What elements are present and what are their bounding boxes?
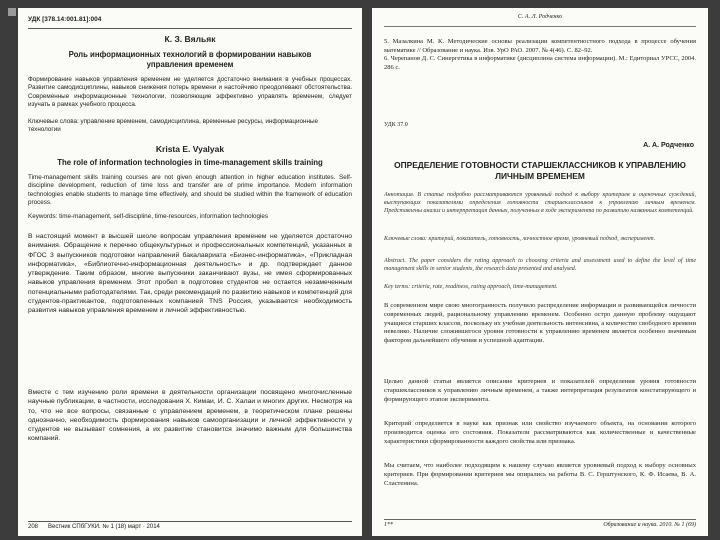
journal-citation: Образование и наука. 2010. № 1 (69) bbox=[603, 522, 696, 528]
keywords-ru: Ключевые слова: управление временем, самодисциплина, временные ресурсы, информационные технологии bbox=[28, 118, 319, 134]
body-paragraph-1: В настоящий момент в высшей школе вопросам управления временем не уделяется достаточно внимания. Обращение к перечню общекультурных и профессиональных компетенций, указанных в ФГОС 3 выпускников подготовки направлений бакалавриата «Бизнес-информатика», «Прикладная информатика», «Библиотечно-информационная деятельность» и др. подтверждает данное утверждение. Таким образом, многие выпускники заканчивают вузы, не имея сформированных навыков управления временем. Этот пробел в подготовке студентов не остается незамеченным потенциальными работодателями. Так, среди рекомендаций по развитию навыков и компетенций для студентов-практикантов, подготовленных компанией TNS Россия, указывается необходимость развития навыков управления временем и личной эффективностью. bbox=[28, 233, 352, 315]
footer-mark: 1** bbox=[384, 522, 393, 528]
page-footer bbox=[28, 521, 352, 530]
abstract-en: Time-management skills training courses are not given enough attention in higher education institutes. Self-discipline development, reduction of time loss and transfer are of prime importance. Modern information technologies enable students to manage time effectively, and should be studied within the framework of education process. bbox=[28, 174, 352, 207]
annotation-ru: Аннотация. В статье подробно рассматриваются уровневый подход к выбору критериев и оценочных суждений, выступающих показателями определения готовности старшеклассников к управлению личным временем. Представлены анализ и интерпретация данных, полученных в ходе эксперимента по развитию названных компетенций. bbox=[384, 192, 696, 214]
journal-page-right bbox=[372, 8, 708, 536]
annotation-en: Abstract. The paper considers the rating approach to choosing criteria and assessment used to define the level of time management skills in senior students, the research data presented and analysed. bbox=[384, 258, 696, 272]
author-name: А. А. Родченко bbox=[643, 142, 694, 149]
slide-bullet bbox=[8, 8, 16, 16]
abstract-ru: Формирование навыков управления временем не уделяется достаточно внимания в учебных процессах. Развитие самодисциплины, навыков снижения потерь времени и настойчиво преодолевают обстоятельства. Современные информационные технологии, позволяющие эффективно управлять временем, следует изучать в рамках учебного процесса. bbox=[28, 76, 352, 109]
article-title-en: The role of information technologies in time-management skills training bbox=[57, 158, 323, 167]
body-paragraph-1: В современном мире свою многогранность получило распределение информации и развивающейся личности современных людей, рациональному управлению временем. Особенно остро данную проблему ощущают учащиеся старших классов, поскольку их учебная деятельность интенсивна, а количество свободного времени невелико. Наличие сложившегося уровня готовности к управлению временем является особенно значимым фактором дальнейшего обучения и успешной адаптации. bbox=[384, 302, 696, 345]
body-paragraph-2: Целью данной статьи является описание критериев и показателей определения уровня готовности старшеклассников к управлению личным временем, а также интерпретация результатов констатирующего и формирующего этапов эксперимента. bbox=[384, 378, 696, 403]
author-name-en: Krista E. Vyalyak bbox=[155, 144, 225, 154]
footer-text: Вестник СПбГУКИ. № 1 (18) март · 2014 bbox=[48, 524, 160, 530]
keywords-ru: Ключевые слова: критерий, показатель, готовность, личностное время, уровневый подход, эксперимент. bbox=[384, 236, 656, 242]
body-paragraph-2: Вместе с тем изучению роли времени в деятельности организации посвящено многочисленные научные публикации, в частности, исследования Х. Кимаи, И. С. Халаи и многих других. Несмотря на то, что не все вопросы, связанные с управлением временем, в теоретическом плане решены однозначно, необходимость формирования навыков самоорганизации и личной эффективности у студентов не вызывает сомнения, а их развитие становится значимо важным для большинства компаний. bbox=[28, 389, 352, 443]
article-title-ru: Роль информационных технологий в формировании навыков управления временем bbox=[68, 50, 312, 69]
divider bbox=[384, 26, 696, 27]
running-head: С. А. Л. Родченко bbox=[517, 14, 563, 20]
references: 5. Мазалкина М. К. Методические основы реализации компетентностного подхода в процессе обучения математике // Образование и наука. Изв. УрО РАО. 2007. № 4(46). С. 82–92. 6. Черепанов Д. С. Синергетика в информатике (дисциплина система информации). М.: Едиториал УРСС, 2004. 286 с. bbox=[384, 38, 696, 71]
keywords-en: Key terms: criteria, rate, readiness, rating approach, time-management. bbox=[384, 284, 558, 290]
udk-code: УДК 37.0 bbox=[384, 122, 408, 128]
author-name-ru: К. З. Вяльяк bbox=[164, 34, 216, 44]
page-number: 208 bbox=[28, 524, 39, 530]
article-title: ОПРЕДЕЛЕНИЕ ГОТОВНОСТИ СТАРШЕКЛАССНИКОВ К УПРАВЛЕНИЮ ЛИЧНЫМ ВРЕМЕНЕМ bbox=[394, 160, 686, 181]
page-footer bbox=[384, 519, 696, 528]
keywords-en: Keywords: time-management, self-discipline, time-resources, information technologies bbox=[28, 213, 269, 220]
journal-page-left bbox=[18, 8, 362, 536]
udk-code: УДК [378.14:001.81]:004 bbox=[28, 16, 102, 23]
divider bbox=[28, 28, 352, 29]
body-paragraph-3: Критерий определяется в науке как признак или свойство изучаемого объекта, на основании которого производится оценка его состояния. Показатели рассматриваются как количественные и качественные характеристики сформированности каждого свойства или признака. bbox=[384, 420, 696, 445]
body-paragraph-4: Мы считаем, что наиболее подходящим к нашему случаю является уровневый подход к выбору основных критериев. При формировании критериев мы опирались на работы В. С. Герштунского, К. Ф. Исаева, В. А. Сластенина. bbox=[384, 462, 696, 487]
